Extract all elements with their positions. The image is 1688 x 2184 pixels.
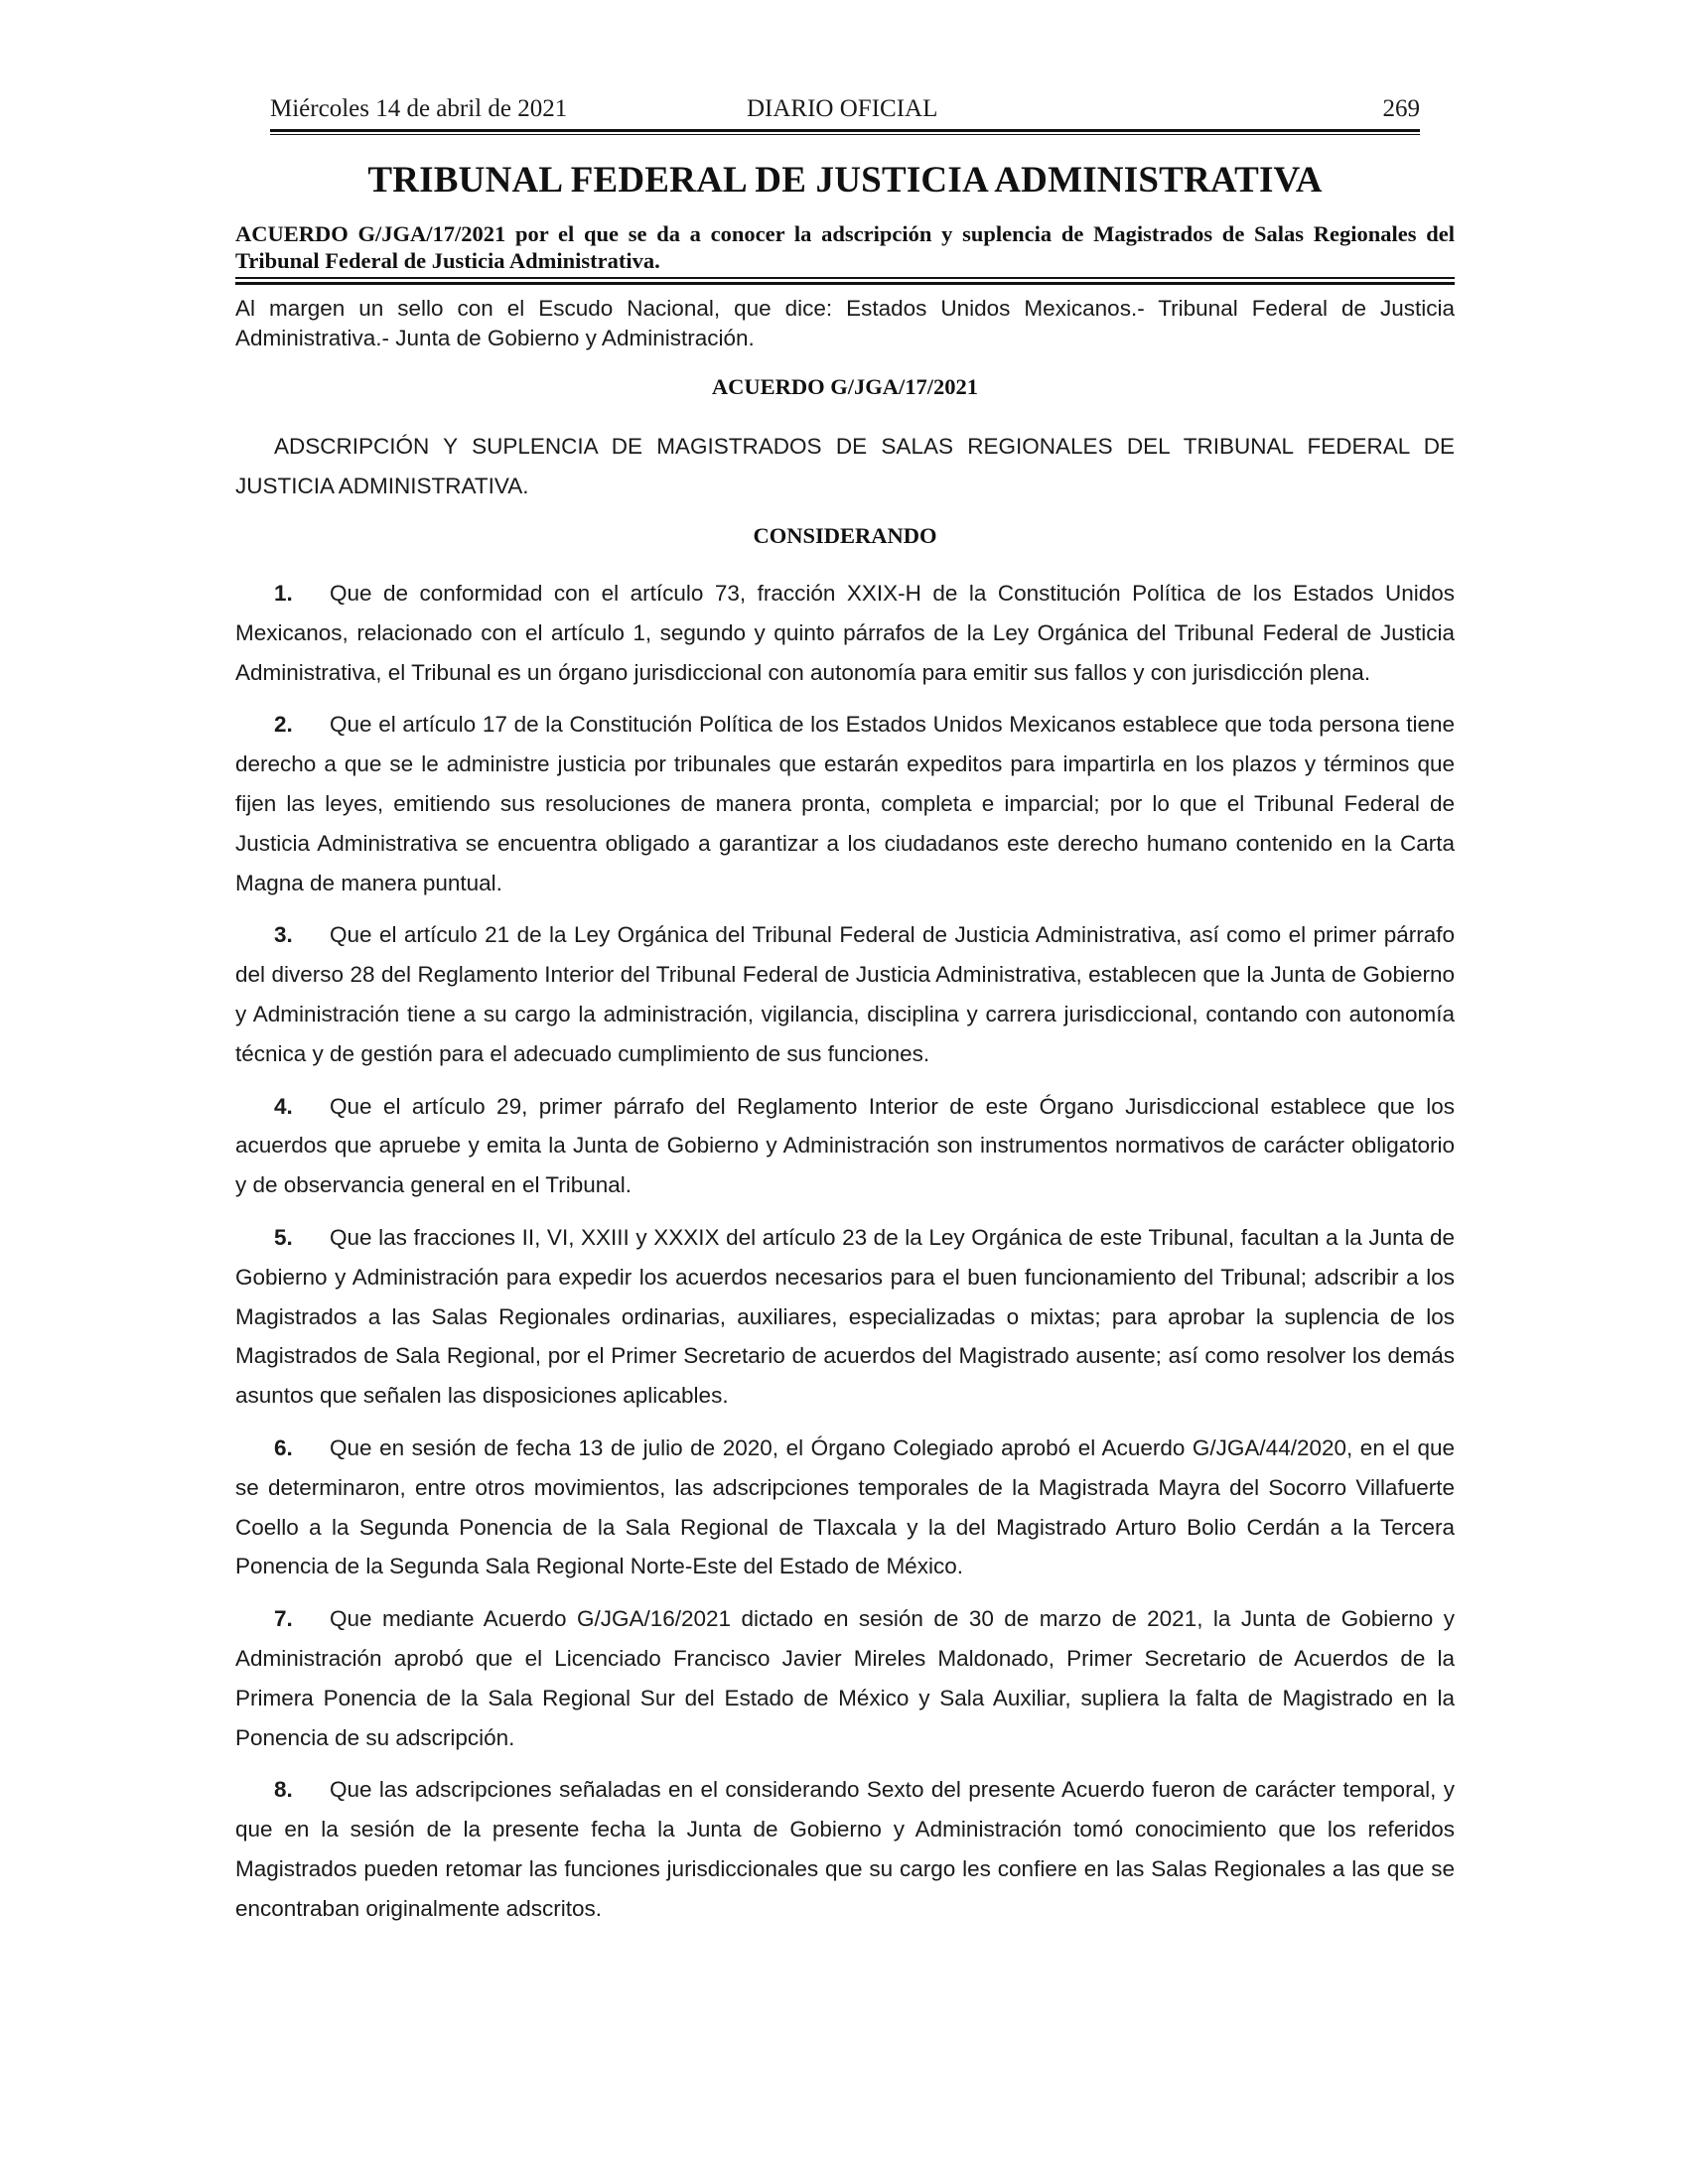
header-rule-thick — [270, 129, 1420, 132]
decree-title: ACUERDO G/JGA/17/2021 por el que se da a conocer la adscripción y suplencia de Magistrados de Salas Regionales del Tribunal Federal de Justicia Administrativa. — [235, 221, 1455, 273]
considerando-list — [235, 574, 1455, 1942]
considerando-paragraph — [235, 1770, 1455, 1928]
paragraph-text: Que el artículo 17 de la Constitución Política de los Estados Unidos Mexicanos establece que toda persona tiene derecho a que se le administre justicia por tribunales que estarán expeditos para impartirla en los plazos y términos que fijen las leyes, emitiendo sus resoluciones de manera pronta, completa e imparcial; por lo que el Tribunal Federal de Justicia Administrativa se encuentra obligado a garantizar a los ciudadanos este derecho humano contenido en la Carta Magna de manera puntual. — [235, 712, 1455, 895]
paragraph-number: 3. — [274, 922, 293, 948]
considerando-paragraph — [235, 705, 1455, 902]
institution-title: TRIBUNAL FEDERAL DE JUSTICIA ADMINISTRATIVA — [367, 160, 1323, 201]
title-rule-thick — [235, 282, 1455, 285]
header-page-number: 269 — [1382, 95, 1420, 122]
title-rule-thin — [235, 277, 1455, 279]
paragraph-number: 4. — [274, 1093, 293, 1119]
paragraph-text: Que en sesión de fecha 13 de julio de 2020, el Órgano Colegiado aprobó el Acuerdo G/JGA/44/2020, en el que se determinaron, entre otros movimientos, las adscripciones temporales de la Magistrada Mayra del Socorro Villafuerte Coello a la Segunda Ponencia de la Sala Regional de Tlaxcala y la del Magistrado Arturo Bolio Cerdán a la Tercera Ponencia de la Segunda Sala Regional Norte-Este del Estado de México. — [235, 1434, 1455, 1579]
paragraph-text: Que las fracciones II, VI, XXIII y XXXIX del artículo 23 de la Ley Orgánica de este Tribunal, facultan a la Junta de Gobierno y Administración para expedir los acuerdos necesarios para el buen funcionamiento del Tribunal; adscribir a los Magistrados a las Salas Regionales ordinarias, auxiliares, especializadas o mixtas; para aprobar la suplencia de los Magistrados de Sala Regional, por el Primer Secretario de acuerdos del Magistrado ausente; así como resolver los demás asuntos que señalen las disposiciones aplicables. — [235, 1224, 1455, 1409]
considerando-paragraph — [235, 1218, 1455, 1416]
considerando-paragraph — [235, 1599, 1455, 1757]
paragraph-text: Que de conformidad con el artículo 73, fracción XXIX-H de la Constitución Política de los Estados Unidos Mexicanos, relacionado con el artículo 1, segundo y quinto párrafos de la Ley Orgánica del Tribunal Federal de Justicia Administrativa, el Tribunal es un órgano jurisdiccional con autonomía para emitir sus fallos y con jurisdicción plena. — [235, 581, 1455, 685]
paragraph-number: 7. — [274, 1606, 293, 1632]
acuerdo-heading: ACUERDO G/JGA/17/2021 — [711, 374, 979, 399]
header-date: Miércoles 14 de abril de 2021 — [270, 95, 568, 122]
paragraph-number: 8. — [274, 1777, 293, 1803]
header-publication: DIARIO OFICIAL — [747, 95, 938, 122]
paragraph-number: 2. — [274, 712, 293, 738]
header-rule-thin — [270, 134, 1420, 135]
intro-paragraph: Al margen un sello con el Escudo Nacional, que dice: Estados Unidos Mexicanos.- Tribunal Federal de Justicia Administrativa.- Junta de Gobierno y Administración. — [235, 296, 1455, 350]
paragraph-number: 5. — [274, 1224, 293, 1250]
considerando-paragraph — [235, 915, 1455, 1073]
subject-paragraph: ADSCRIPCIÓN Y SUPLENCIA DE MAGISTRADOS DE SALAS REGIONALES DEL TRIBUNAL FEDERAL DE JUSTICIA ADMINISTRATIVA. — [235, 434, 1455, 498]
paragraph-text: Que el artículo 21 de la Ley Orgánica del Tribunal Federal de Justicia Administrativa, así como el primer párrafo del diverso 28 del Reglamento Interior del Tribunal Federal de Justicia Administrativa, establecen que la Junta de Gobierno y Administración tiene a su cargo la administración, vigilancia, disciplina y carrera jurisdiccional, contando con autonomía técnica y de gestión para el adecuado cumplimiento de sus funciones. — [235, 922, 1455, 1066]
considerando-paragraph — [235, 1429, 1455, 1586]
considerando-paragraph — [235, 574, 1455, 692]
paragraph-text: Que mediante Acuerdo G/JGA/16/2021 dictado en sesión de 30 de marzo de 2021, la Junta de Gobierno y Administración aprobó que el Licenciado Francisco Javier Mireles Maldonado, Primer Secretario de Acuerdos de la Primera Ponencia de la Sala Regional Sur del Estado de México y Sala Auxiliar, supliera la falta de Magistrado en la Ponencia de su adscripción. — [235, 1606, 1455, 1750]
paragraph-number: 1. — [274, 581, 293, 606]
paragraph-number: 6. — [274, 1434, 293, 1460]
considerando-heading: CONSIDERANDO — [753, 523, 937, 548]
paragraph-text: Que el artículo 29, primer párrafo del Reglamento Interior de este Órgano Jurisdiccional establece que los acuerdos que apruebe y emita la Junta de Gobierno y Administración son instrumentos normativos de carácter obligatorio y de observancia general en el Tribunal. — [235, 1093, 1455, 1198]
considerando-paragraph — [235, 1087, 1455, 1205]
paragraph-text: Que las adscripciones señaladas en el considerando Sexto del presente Acuerdo fueron de carácter temporal, y que en la sesión de la presente fecha la Junta de Gobierno y Administración tomó conocimiento que los referidos Magistrados pueden retomar las funciones jurisdiccionales que su cargo les confiere en las Salas Regionales a las que se encontraban originalmente adscritos. — [235, 1777, 1455, 1921]
